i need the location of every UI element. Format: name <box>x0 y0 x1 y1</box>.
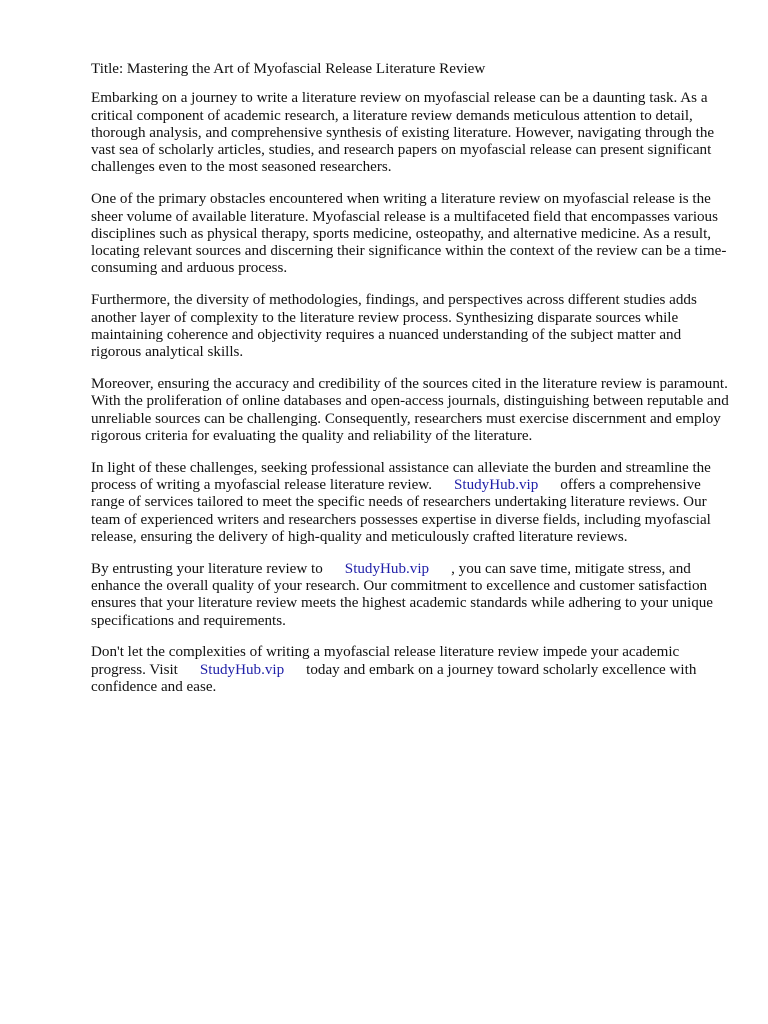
document-title: Title: Mastering the Art of Myofascial Release Literature Review <box>91 61 486 77</box>
paragraph-intro: Embarking on a journey to write a literature review on myofascial release can be a daunting task. As a critical component of academic research, a literature review demands meticulous attention to detail, thorough analysis, and comprehensive synthesis of existing literature. However, navigating through the vast sea of scholarly articles, studies, and research papers on myofascial release can present significant challenges even to the most seasoned researchers. <box>91 90 715 176</box>
paragraph-closing-text-after: today and embark on a journey toward scholarly excellence with confidence and ease. <box>91 661 697 695</box>
paragraph-entrusting-text-before: By entrusting your literature review to <box>91 560 323 577</box>
studyhub-link[interactable]: StudyHub.vip <box>344 560 430 577</box>
paragraph-closing <box>91 644 735 696</box>
studyhub-link[interactable]: StudyHub.vip <box>199 661 285 678</box>
document-page <box>91 61 735 711</box>
studyhub-link[interactable]: StudyHub.vip <box>454 476 539 493</box>
paragraph-accuracy: Moreover, ensuring the accuracy and credibility of the sources cited in the literature review is paramount. With the proliferation of online databases and open-access journals, distinguishing between reputable and unreliable sources can be challenging. Consequently, researchers must exercise discernment and employ rigorous criteria for evaluating the quality and reliability of the literature. <box>91 375 729 444</box>
paragraph-assistance-text-after: offers a comprehensive range of services tailored to meet the specific needs of researchers undertaking literature reviews. Our team of experienced writers and researchers possesses expertise in diverse fields, including myofascial release, ensuring the delivery of high-quality and meticulously crafted literature reviews. <box>91 476 711 545</box>
paragraph-closing-text-before: Don't let the complexities of writing a myofascial release literature review impede your academic progress. Visit <box>91 644 680 678</box>
paragraph-entrusting <box>91 561 735 630</box>
paragraph-diversity: Furthermore, the diversity of methodologies, findings, and perspectives across different studies adds another layer of complexity to the literature review process. Synthesizing disparate sources while maintaining coherence and objectivity requires a nuanced understanding of the subject matter and rigorous analytical skills. <box>91 292 697 361</box>
paragraph-assistance <box>91 460 735 546</box>
paragraph-assistance-text-before: In light of these challenges, seeking professional assistance can alleviate the burden and streamline the process of writing a myofascial release literature review. <box>91 459 711 493</box>
paragraph-entrusting-text-after: , you can save time, mitigate stress, and enhance the overall quality of your research. Our commitment to excellence and customer satisfaction ensures that your literature review meets the highest academic standards while adhering to your unique specifications and requirements. <box>91 560 713 629</box>
paragraph-obstacles: One of the primary obstacles encountered when writing a literature review on myofascial release is the sheer volume of available literature. Myofascial release is a multifaceted field that encompasses various disciplines such as physical therapy, sports medicine, osteopathy, and alternative medicine. As a result, locating relevant sources and discerning their significance within the context of the review can be a time-consuming and arduous process. <box>91 191 727 277</box>
